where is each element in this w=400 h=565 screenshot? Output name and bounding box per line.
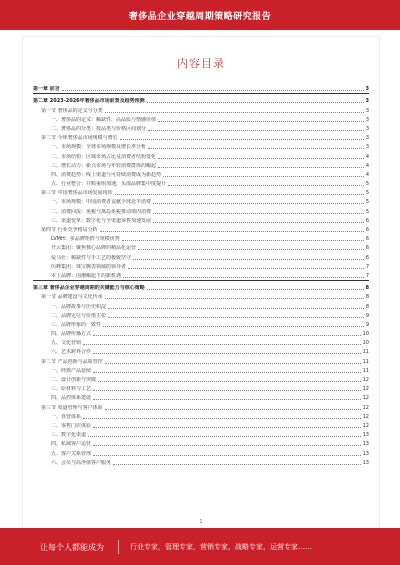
toc-entry-page: 10 (362, 340, 369, 347)
toc-entry-sub[interactable] (33, 169, 369, 178)
toc-entry-text: 五、文化营销 (51, 340, 82, 347)
toc-entry-sub[interactable] (33, 205, 369, 214)
dot-leader (147, 102, 364, 103)
toc-entry-text: 六、艺术跨界合作 (51, 349, 92, 356)
toc-entry-text: 一、奢侈品的定义：稀缺性、高品质与情感价值 (51, 116, 157, 123)
toc-entry-text: 第二节 全球奢侈品市场规模与增长 (41, 135, 118, 142)
toc-entry-sub[interactable] (33, 438, 369, 447)
toc-title: 内容目录 (177, 57, 225, 70)
toc-entry-chap[interactable] (33, 95, 369, 104)
toc-entry-sub[interactable] (33, 141, 369, 150)
toc-entry-page: 4 (365, 153, 369, 160)
toc-entry-page: 7 (365, 272, 369, 279)
toc-entry-chap[interactable] (33, 282, 369, 291)
toc-entry-text: 三、增长动力：新兴市场与年轻消费群体的崛起 (51, 162, 157, 169)
dot-leader (98, 381, 361, 382)
toc-entry-sub[interactable] (33, 270, 369, 279)
toc-entry-text: 第二章 2023-2026年奢侈品市场前景及趋势预测 (33, 98, 145, 105)
toc-entry-sub[interactable] (33, 365, 369, 374)
toc-entry-page: 4 (365, 171, 369, 178)
dot-leader (93, 455, 361, 456)
toc-entry-page: 13 (362, 459, 369, 466)
footer-divider (118, 540, 119, 554)
toc-entry-sub[interactable] (33, 411, 369, 420)
dot-leader (153, 203, 364, 204)
toc-entry-sub[interactable] (33, 457, 369, 466)
toc-entry-sub[interactable] (33, 114, 369, 123)
toc-entry-sub[interactable] (33, 123, 369, 132)
toc-entry-sub[interactable] (33, 310, 369, 319)
toc-entry-text: 四、品牌传播方式 (51, 331, 92, 338)
toc-entry-text: 开云集团：聚焦核心品牌的精品化运营 (51, 245, 137, 252)
dot-leader (148, 130, 364, 131)
dot-leader (93, 390, 361, 391)
toc-entry-page: 8 (365, 303, 369, 310)
dot-leader (153, 213, 364, 214)
toc-entry-sub[interactable] (33, 420, 369, 429)
toc-entry-page: 6 (365, 245, 369, 252)
toc-entry-sub[interactable] (33, 374, 369, 383)
toc-entry-text: 历峰集团：珠宝腕表领域的领导者 (51, 263, 127, 270)
toc-entry-text: 三、品牌形象的一致性 (51, 321, 102, 328)
toc-entry-text: 一、品牌故事与历史积淀 (51, 303, 107, 310)
toc-entry-text: 五、客户关系管理 (51, 450, 92, 457)
toc-entry-sec[interactable] (33, 187, 369, 196)
toc-entry-sub[interactable] (33, 242, 369, 251)
dot-leader (158, 167, 364, 168)
toc-entry-text: 第三节 渠道管理与客户体验 (41, 404, 103, 411)
toc-entry-page: 3 (365, 98, 369, 105)
toc-entry-text: 二、消费回流：免税与离岛免税推动境内消费 (51, 208, 152, 215)
toc-entry-page: 13 (362, 450, 369, 457)
toc-entry-text: 二、零售门店体验 (51, 422, 92, 429)
toc-entry-text: 第四节 行业竞争格局分析 (41, 227, 98, 233)
dot-leader (128, 268, 364, 269)
toc-entry-page: 3 (365, 107, 369, 114)
toc-entry-sub[interactable] (33, 319, 369, 328)
dot-leader (100, 231, 364, 232)
toc-entry-text: 第一节 奢侈品的定义与分类 (41, 107, 103, 114)
toc-entry-sub[interactable] (33, 215, 369, 224)
toc-entry-sec[interactable] (33, 132, 369, 141)
toc-entry-page: 12 (362, 404, 369, 411)
toc-entry-page: 3 (365, 144, 369, 151)
toc-entry-text: 二、品牌定位与价值主张 (51, 312, 107, 319)
toc-entry-page: 13 (362, 441, 369, 448)
toc-entry-text: 第三节 中国奢侈品市场发展现状 (41, 190, 113, 197)
dot-leader (93, 427, 361, 428)
toc-entry-text: 三、原材料与工艺 (51, 386, 92, 393)
toc-entry-text: 四、消费趋势：线上渠道与可持续消费成为新趋势 (51, 171, 162, 178)
toc-entry-page: 11 (362, 349, 369, 356)
toc-entry-sub[interactable] (33, 178, 369, 187)
toc-entry-sub[interactable] (33, 392, 369, 401)
report-title: 奢侈品企业穿越周期策略研究报告 (128, 12, 272, 22)
toc-entry-page: 12 (362, 386, 369, 393)
toc-entry-text: 第一章 前言 (33, 86, 60, 93)
toc-entry-sec[interactable] (33, 224, 369, 233)
footer-bar (0, 528, 400, 565)
dot-leader (93, 445, 361, 446)
toc-entry-page: 13 (362, 432, 369, 439)
toc-entry-sub[interactable] (33, 429, 369, 438)
toc-entry-sub[interactable] (33, 337, 369, 346)
toc-entry-page: 6 (365, 236, 369, 243)
dot-leader (108, 308, 364, 309)
dot-leader (158, 158, 364, 159)
toc-entry-page: 11 (362, 367, 369, 374)
toc-entry-sec[interactable] (33, 355, 369, 364)
dot-leader (105, 363, 361, 364)
dot-leader (108, 317, 364, 318)
toc-entry-sec[interactable] (33, 401, 369, 410)
page-number: 1 (199, 519, 203, 525)
toc-entry-sub[interactable] (33, 383, 369, 392)
dot-leader (93, 335, 361, 336)
chapter-divider (33, 93, 369, 94)
toc-list (33, 83, 369, 466)
toc-entry-page: 3 (365, 116, 369, 123)
dot-leader (122, 240, 364, 241)
toc-entry-page: 12 (362, 377, 369, 383)
toc-entry-text: 二、奢侈品的分类：按品类与价格区间划分 (51, 125, 147, 132)
toc-entry-page: 5 (365, 181, 369, 188)
dot-leader (105, 409, 361, 410)
toc-entry-sec[interactable] (33, 104, 369, 113)
toc-entry-sub[interactable] (33, 196, 369, 205)
dot-leader (113, 464, 361, 465)
toc-page (22, 36, 380, 530)
toc-entry-page: 12 (362, 395, 369, 402)
dot-leader (168, 185, 364, 186)
dot-leader (88, 436, 361, 437)
toc-entry-sub[interactable] (33, 346, 369, 355)
toc-entry-text: 本土品牌：国潮崛起下的新机遇 (51, 272, 122, 279)
toc-entry-sub[interactable] (33, 251, 369, 260)
toc-entry-page: 6 (365, 227, 369, 233)
dot-leader (148, 148, 364, 149)
toc-entry-text: 五、行业整合：并购重组加速，头部品牌集中度提升 (51, 181, 167, 188)
toc-entry-chap[interactable] (33, 83, 369, 92)
toc-entry-text: 三、渠道变革：数字化与全渠道零售加速发展 (51, 217, 152, 224)
dot-leader (93, 372, 361, 373)
toc-entry-sub[interactable] (33, 447, 369, 456)
toc-entry-text: 二、市场结构：区域市场占比及消费者结构变化 (51, 153, 157, 160)
dot-leader (138, 249, 364, 250)
toc-entry-page: 9 (365, 321, 369, 328)
toc-entry-page: 5 (365, 199, 369, 206)
toc-entry-text: 二、设计创新与突破 (51, 377, 97, 383)
toc-entry-page: 3 (365, 125, 369, 132)
dot-leader (147, 289, 364, 290)
toc-entry-page: 6 (365, 217, 369, 224)
toc-entry-text: 一、市场规模：全球市场规模及增长率分析 (51, 144, 147, 151)
toc-entry-page: 12 (362, 422, 369, 429)
toc-entry-text: LVMH：多品牌矩阵与规模优势 (51, 236, 120, 243)
toc-entry-text: 第三章 奢侈品企业穿越周期的关键能力与核心策略 (33, 285, 145, 292)
dot-leader (105, 112, 364, 113)
toc-entry-page: 8 (365, 285, 369, 292)
chapter-divider (33, 280, 369, 281)
toc-entry-page: 6 (365, 254, 369, 261)
toc-entry-text: 爱马仕：稀缺性与手工艺的极致坚守 (51, 254, 132, 261)
dot-leader (120, 139, 364, 140)
toc-entry-page: 3 (365, 86, 369, 93)
toc-entry-page: 11 (362, 358, 369, 365)
report-header-bar (0, 0, 400, 30)
toc-entry-page: 3 (365, 135, 369, 142)
toc-entry-page: 10 (362, 331, 369, 338)
toc-entry-text: 四、私域客户运营 (51, 441, 92, 448)
toc-entry-page: 4 (365, 162, 369, 169)
dot-leader (83, 418, 361, 419)
dot-leader (103, 326, 364, 327)
dot-leader (115, 194, 364, 195)
toc-entry-page: 9 (365, 312, 369, 319)
toc-entry-page: 7 (365, 263, 369, 270)
toc-entry-text: 第二节 产品创新与品质管控 (41, 358, 103, 365)
toc-entry-page: 5 (365, 190, 369, 197)
toc-entry-sec[interactable] (33, 291, 369, 300)
dot-leader (105, 298, 364, 299)
footer-tagline: 行业专家，管理专家，营销专家，战略专家，运营专家…… (130, 543, 312, 551)
toc-entry-sub[interactable] (33, 233, 369, 242)
toc-entry-text: 三、数字化渠道 (51, 432, 87, 439)
toc-entry-text: 一、经典产品延续 (51, 367, 92, 374)
toc-entry-text: 第一节 品牌建设与文化传承 (41, 294, 103, 301)
toc-entry-sub[interactable] (33, 150, 369, 159)
toc-entry-text: 四、品控体系建设 (51, 395, 92, 402)
toc-entry-sub[interactable] (33, 160, 369, 169)
dot-leader (163, 176, 364, 177)
toc-entry-text: 一、直营体系 (51, 413, 82, 420)
footer-slogan: 让每个人都能成为 (40, 543, 104, 552)
toc-entry-page: 12 (362, 413, 369, 420)
dot-leader (83, 344, 361, 345)
dot-leader (62, 90, 364, 91)
dot-leader (93, 353, 361, 354)
toc-entry-sub[interactable] (33, 300, 369, 309)
toc-entry-sub[interactable] (33, 328, 369, 337)
dot-leader (93, 399, 361, 400)
toc-entry-sub[interactable] (33, 261, 369, 270)
dot-leader (158, 121, 364, 122)
toc-entry-text: 一、市场规模：中国消费者贡献全球近半消费 (51, 199, 152, 206)
toc-entry-page: 5 (365, 208, 369, 215)
toc-entry-page: 8 (365, 294, 369, 301)
toc-entry-text: 六、会员与高净值客户服务 (51, 459, 112, 466)
dot-leader (123, 277, 364, 278)
dot-leader (133, 259, 364, 260)
dot-leader (153, 222, 364, 223)
